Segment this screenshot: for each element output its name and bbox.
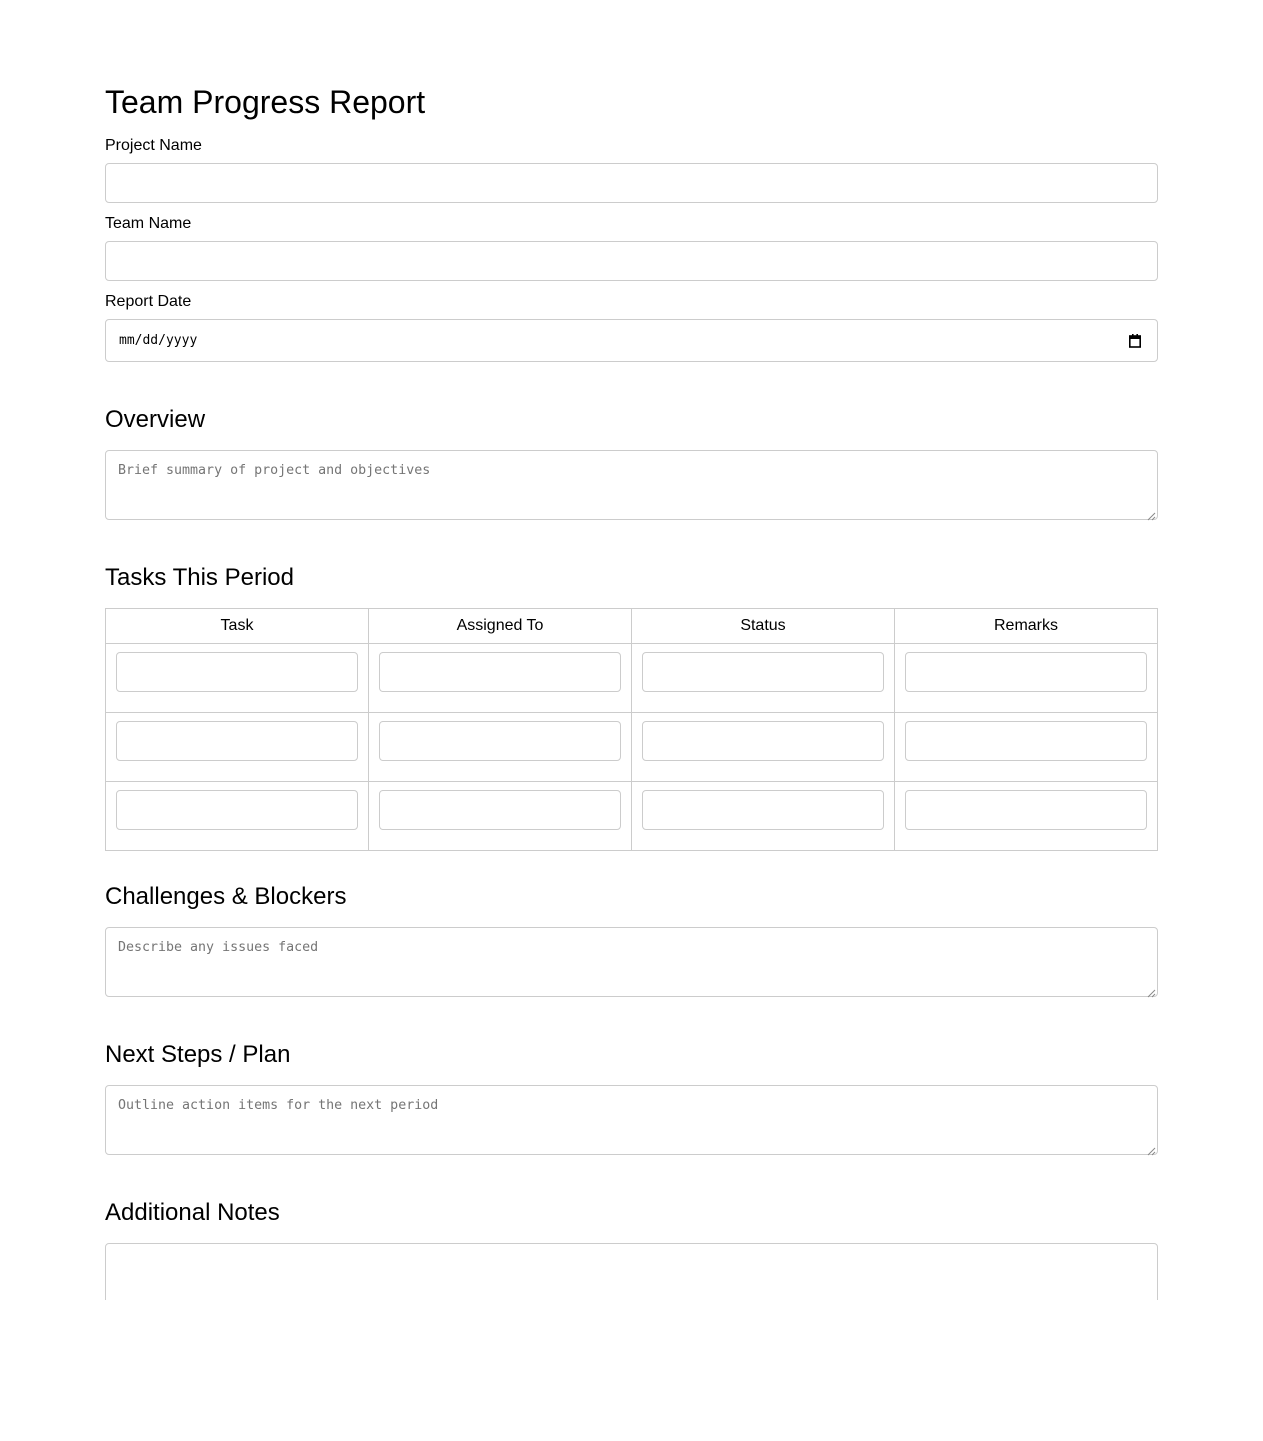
resize-handle-icon[interactable] (1146, 1143, 1156, 1153)
task-cell (106, 713, 369, 782)
task-cell (106, 782, 369, 851)
assigned-to-input[interactable] (379, 721, 621, 761)
status-cell (632, 644, 895, 713)
report-date-input[interactable] (105, 319, 1158, 362)
task-input[interactable] (116, 652, 358, 692)
tasks-header-row (106, 609, 1158, 644)
next-steps-placeholder: Outline action items for the next period (118, 1098, 439, 1113)
tasks-table (105, 608, 1158, 851)
additional-notes-heading: Additional Notes (105, 1199, 280, 1226)
team-name-label: Team Name (105, 215, 192, 232)
calendar-icon[interactable] (1129, 334, 1141, 348)
remarks-input[interactable] (905, 721, 1147, 761)
challenges-placeholder: Describe any issues faced (118, 940, 319, 955)
resize-handle-icon[interactable] (1146, 508, 1156, 518)
project-name-input[interactable] (105, 163, 1158, 203)
assigned-to-input[interactable] (379, 652, 621, 692)
challenges-textarea[interactable] (105, 927, 1158, 997)
task-input[interactable] (116, 790, 358, 830)
report-date-label: Report Date (105, 293, 192, 310)
column-header-task: Task (106, 609, 369, 644)
report-form (105, 0, 1158, 1300)
team-name-input[interactable] (105, 241, 1158, 281)
assigned-to-cell (369, 644, 632, 713)
column-header-status: Status (632, 609, 895, 644)
table-row (106, 713, 1158, 782)
next-steps-textarea[interactable] (105, 1085, 1158, 1155)
remarks-input[interactable] (905, 790, 1147, 830)
status-cell (632, 713, 895, 782)
resize-handle-icon[interactable] (1146, 985, 1156, 995)
remarks-cell (895, 782, 1158, 851)
remarks-input[interactable] (905, 652, 1147, 692)
remarks-cell (895, 713, 1158, 782)
column-header-assigned-to: Assigned To (369, 609, 632, 644)
status-input[interactable] (642, 652, 884, 692)
tasks-heading: Tasks This Period (105, 564, 294, 591)
overview-heading: Overview (105, 406, 206, 433)
challenges-heading: Challenges & Blockers (105, 883, 347, 910)
next-steps-heading: Next Steps / Plan (105, 1041, 291, 1068)
table-row (106, 644, 1158, 713)
additional-notes-textarea[interactable] (105, 1243, 1158, 1300)
task-input[interactable] (116, 721, 358, 761)
project-name-label: Project Name (105, 137, 202, 154)
assigned-to-input[interactable] (379, 790, 621, 830)
task-cell (106, 644, 369, 713)
assigned-to-cell (369, 713, 632, 782)
column-header-remarks: Remarks (895, 609, 1158, 644)
status-input[interactable] (642, 790, 884, 830)
assigned-to-cell (369, 782, 632, 851)
overview-textarea[interactable] (105, 450, 1158, 520)
status-input[interactable] (642, 721, 884, 761)
report-date-placeholder: mm/dd/yyyy (119, 333, 198, 348)
remarks-cell (895, 644, 1158, 713)
overview-placeholder: Brief summary of project and objectives (118, 463, 431, 478)
page-title: Team Progress Report (105, 84, 426, 120)
table-row (106, 782, 1158, 851)
status-cell (632, 782, 895, 851)
